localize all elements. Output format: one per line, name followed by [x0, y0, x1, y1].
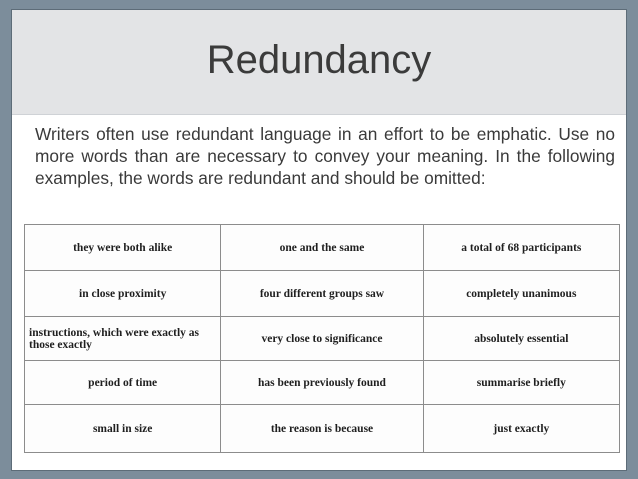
table-cell: just exactly: [423, 405, 619, 453]
table-cell: period of time: [25, 361, 221, 405]
table-row: [25, 225, 620, 271]
body-text: Writers often use redundant language in an effort to be emphatic. Use no more words than are necessary to convey your meaning. In the following examples, the words are redundant and should be omitted:: [35, 124, 615, 188]
table-cell: a total of 68 participants: [423, 225, 619, 271]
table-cell: summarise briefly: [423, 361, 619, 405]
slide-title: Redundancy: [206, 38, 432, 82]
table-row: [25, 271, 620, 317]
table-cell: small in size: [25, 405, 221, 453]
table-row: [25, 317, 620, 361]
table-row: [25, 361, 620, 405]
table-cell: instructions, which were exactly as those exactly: [25, 317, 221, 361]
table-cell: very close to significance: [221, 317, 423, 361]
table-cell: they were both alike: [25, 225, 221, 271]
table-cell: one and the same: [221, 225, 423, 271]
table-cell: in close proximity: [25, 271, 221, 317]
table-cell: the reason is because: [221, 405, 423, 453]
table-cell: absolutely essential: [423, 317, 619, 361]
table-cell: completely unanimous: [423, 271, 619, 317]
table-row: [25, 405, 620, 453]
redundancy-examples-table: [24, 224, 620, 453]
slide: [12, 10, 626, 470]
title-band: [12, 10, 626, 115]
table-cell: has been previously found: [221, 361, 423, 405]
table-cell: four different groups saw: [221, 271, 423, 317]
